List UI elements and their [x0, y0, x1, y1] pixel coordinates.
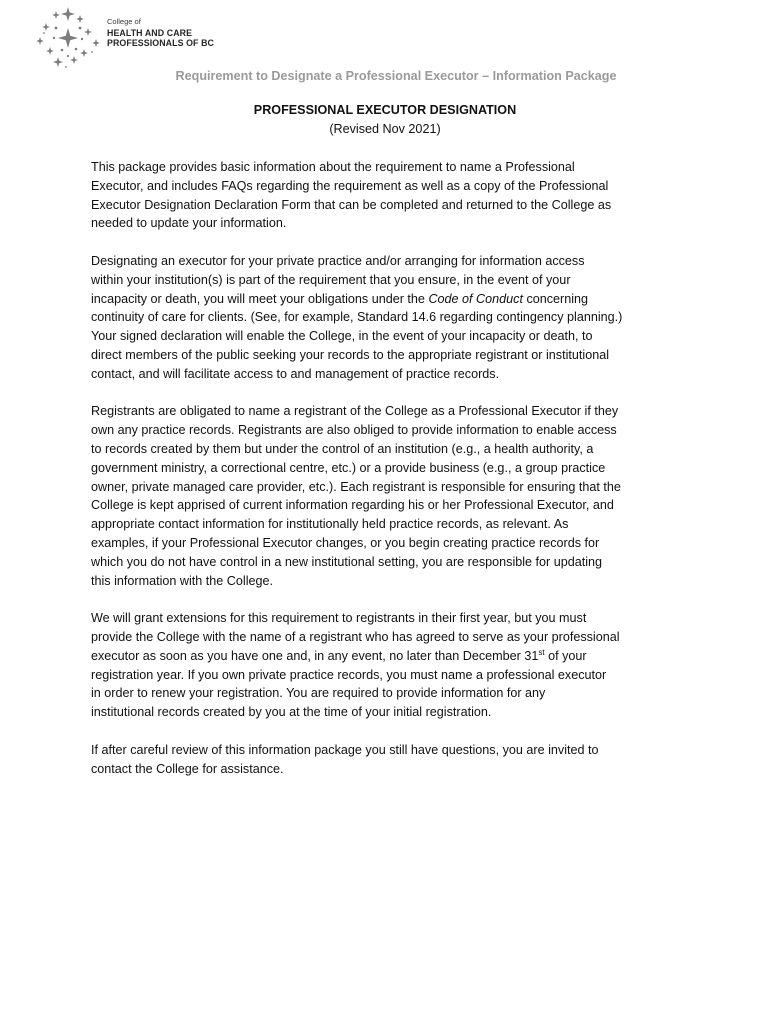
college-logo — [36, 6, 256, 70]
text-line: College is kept apprised of current information regarding his or her Professional Executor, and — [91, 498, 614, 513]
text-segment: incapacity or death, you will meet your obligations under the — [91, 291, 429, 306]
text-line: this information with the College. — [91, 573, 274, 588]
page-title: PROFESSIONAL EXECUTOR DESIGNATION — [253, 103, 517, 117]
text-line: to records created by them but under the control of an institution (e.g., a health authority, a — [91, 441, 594, 456]
document-body — [91, 158, 691, 797]
text-line: Your signed declaration will enable the College, in the event of your incapacity or death, to — [91, 329, 593, 344]
text-line: Registrants are obligated to name a registrant of the College as a Professional Executor if they — [91, 404, 619, 419]
text-line: examples, if your Professional Executor changes, or you begin creating practice records for — [91, 535, 600, 550]
org-line-2: HEALTH AND CARE — [107, 27, 193, 38]
text-line: needed to update your information. — [91, 216, 287, 231]
paragraph-contact — [91, 741, 691, 779]
paragraph-obligations — [91, 402, 691, 590]
text-line: within your institution(s) is part of the requirement that you ensure, in the event of your — [91, 272, 571, 287]
revision-date: (Revised Nov 2021) — [329, 122, 441, 136]
text-line: provide the College with the name of a registrant who has agreed to serve as your professional — [91, 629, 620, 644]
text-line: which you do not have control in a new institutional setting, you are responsible for updating — [91, 554, 603, 569]
org-line-1: College of — [107, 17, 141, 26]
paragraph-designating — [91, 252, 691, 384]
text-line: Executor, and includes FAQs regarding the requirement as well as a copy of the Professional — [91, 178, 609, 193]
text-line: Designating an executor for your private practice and/or arranging for information access — [91, 253, 585, 268]
star-cluster-icon — [36, 6, 100, 70]
text-line: Executor Designation Declaration Form that can be completed and returned to the College as — [91, 197, 612, 212]
text-line: government ministry, a correctional centre, etc.) or a provide business (e.g., a group practice — [91, 460, 606, 475]
text-segment: of your — [544, 648, 587, 663]
text-line: If after careful review of this information package you still have questions, you are invited to — [91, 742, 599, 757]
ordinal-suffix: st — [538, 647, 545, 657]
text-line: registration year. If you own private practice records, you must name a professional executor — [91, 667, 607, 682]
text-line: institutional records created by you at the time of your initial registration. — [91, 705, 492, 720]
paragraph-extensions — [91, 609, 691, 722]
text-line: in order to renew your registration. You are required to provide information for any — [91, 686, 546, 701]
text-line: contact, and will facilitate access to and management of practice records. — [91, 366, 500, 381]
org-line-3: PROFESSIONALS OF BC — [107, 38, 214, 49]
text-line: own any practice records. Registrants are also obliged to provide information to enable access — [91, 423, 617, 438]
text-line: This package provides basic information about the requirement to name a Professional — [91, 160, 575, 174]
text-line: contact the College for assistance. — [91, 761, 284, 776]
text-line — [91, 647, 691, 666]
text-line — [91, 290, 691, 309]
organization-name — [107, 18, 214, 50]
text-segment: concerning — [522, 291, 589, 306]
text-line: direct members of the public seeking your records to the appropriate registrant or institutional — [91, 347, 610, 362]
text-segment: executor as soon as you have one and, in any event, no later than December 31 — [91, 648, 539, 663]
text-line: owner, private managed care provider, etc.). Each registrant is responsible for ensuring that the — [91, 479, 621, 494]
text-line: continuity of care for clients. (See, for example, Standard 14.6 regarding contingency planning.) — [91, 310, 623, 325]
paragraph-intro — [91, 158, 691, 233]
text-line: We will grant extensions for this requirement to registrants in their first year, but you must — [91, 611, 587, 626]
text-line: appropriate contact information for institutionally held practice records, as relevant. As — [91, 517, 569, 532]
code-of-conduct-reference: Code of Conduct — [428, 291, 523, 306]
document-header: Requirement to Designate a Professional Executor – Information Package — [175, 69, 617, 83]
